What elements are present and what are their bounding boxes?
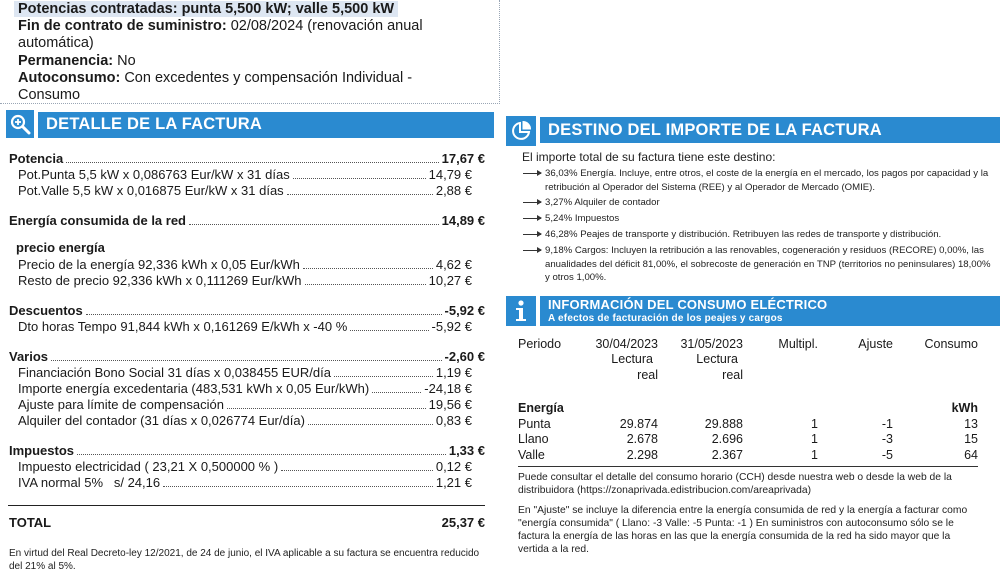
precio-energia-subtitle: precio energía [16, 240, 105, 255]
line-item: Pot.Valle 5,5 kW x 0,016875 Eur/kW x 31 días 2,88 € [18, 183, 472, 198]
impuestos-total-row: Impuestos 1,33 € [9, 443, 485, 458]
potencia-total-row: Potencia 17,67 € [9, 151, 485, 166]
consumo-header [540, 296, 1000, 326]
table-header-row: Periodo 30/04/2023 31/05/2023 Multipl. Ajuste Consumo [518, 336, 978, 351]
autoconsumo-label: Autoconsumo: [18, 69, 121, 86]
table-row: Punta 29.874 29.888 1 -1 13 [518, 416, 978, 431]
consumo-table [518, 336, 978, 463]
line-item: Impuesto electricidad ( 23,21 X 0,500000 % ) 0,12 € [18, 459, 472, 474]
destino-item: 9,18% Cargos: Incluyen la retribución a las renovables, cogeneración y residuos (RECORE) 0,00%, las anualidades del déficit 81,00%, el sobrecoste de generación en TNP (territorios no peninsulares) 18,00% y otros 1,00%. [545, 244, 997, 285]
destino-item: 5,24% Impuestos [545, 212, 997, 226]
consumo-icon-box [506, 296, 536, 326]
energia-row: Energía kWh [518, 401, 978, 416]
contract-info [0, 0, 500, 104]
line-item: Alquiler del contador (31 días x 0,026774 Eur/día) 0,83 € [18, 413, 472, 428]
consumo-title: INFORMACIÓN DEL CONSUMO ELÉCTRICO [548, 297, 828, 312]
destino-icon-box [506, 116, 536, 146]
info-icon [510, 299, 532, 323]
destino-list [545, 167, 997, 285]
pie-chart-icon [510, 120, 532, 142]
total-row [9, 514, 485, 530]
table-row: Llano 2.678 2.696 1 -3 15 [518, 432, 978, 447]
line-item: Dto horas Tempo 91,844 kWh x 0,161269 E/kWh x -40 % -5,92 € [18, 319, 472, 334]
permanencia-label: Permanencia: [18, 52, 114, 69]
line-item: Precio de la energía 92,336 kWh x 0,05 Eur/kWh 4,62 € [18, 257, 472, 272]
destino-item: 3,27% Alquiler de contador [545, 196, 997, 210]
destino-item: 46,28% Peajes de transporte y distribución. Retribuyen las redes de transporte y distribución. [545, 228, 997, 242]
destino-item: 36,03% Energía. Incluye, entre otros, el coste de la energía en el mercado, los pagos por capacidad y la retribución al Operador del Sistema (REE) y al Operador de Mercado (OMIE). [545, 167, 997, 195]
line-item: Pot.Punta 5,5 kW x 0,086763 Eur/kW x 31 días 14,79 € [18, 167, 472, 182]
total-label: TOTAL [9, 515, 52, 530]
descuentos-total-row: Descuentos -5,92 € [9, 303, 485, 318]
table-header-row-2: Lectura Lectura [611, 352, 738, 367]
consumo-separator [518, 466, 978, 467]
line-item: Financiación Bono Social 31 días x 0,038455 EUR/día 1,19 € [18, 365, 472, 380]
detalle-content [9, 150, 485, 490]
consumo-note-1: Puede consultar el detalle del consumo horario (CCH) desde nuestra web o desde la web de la distribuidora (https://zonaprivada.edistribucion.com/areaprivada) [518, 472, 952, 496]
autoconsumo-value: Con excedentes y compensación Individual - [124, 69, 413, 86]
fin-contrato-value-2: automática) [18, 35, 94, 52]
iva-note: En virtud del Real Decreto-ley 12/2021, de 24 de junio, el IVA aplicable a su factura se encuentra reducido del 21% al 5%. [9, 548, 480, 572]
fin-contrato-value: 02/08/2024 (renovación anual [230, 18, 423, 35]
consumo-subtitle: A efectos de facturación de los peajes y cargos [548, 313, 783, 324]
total-value: 25,37 € [441, 515, 485, 530]
energia-total-row: Energía consumida de la red 14,89 € [9, 213, 485, 228]
table-header-row-3: real real [637, 367, 743, 382]
magnifier-plus-icon [9, 113, 31, 135]
autoconsumo-value-2: Consumo [18, 87, 81, 104]
permanencia-value: No [117, 52, 136, 69]
table-row: Valle 2.298 2.367 1 -5 64 [518, 447, 978, 462]
destino-header: DESTINO DEL IMPORTE DE LA FACTURA [540, 117, 1000, 143]
fin-contrato-label: Fin de contrato de suministro: [18, 18, 227, 35]
varios-total-row: Varios -2,60 € [9, 349, 485, 364]
detalle-header: DETALLE DE LA FACTURA [38, 112, 494, 138]
potencias-contratadas: Potencias contratadas: punta 5,500 kW; valle 5,500 kW [14, 1, 398, 17]
total-separator [8, 505, 485, 506]
line-item: Importe energía excedentaria (483,531 kWh x 0,05 Eur/kWh) -24,18 € [18, 381, 472, 396]
line-item: Resto de precio 92,336 kWh x 0,111269 Eur/kWh 10,27 € [18, 273, 472, 288]
detalle-icon-box [6, 110, 34, 138]
consumo-note-2: En "Ajuste" se incluye la diferencia entre la energía consumida de red y la energía a facturar como "energía consumida" ( Llano: -3 Valle: -5 Punta: -1 ) En suministros con autoconsumo sólo se le factura la energía de las horas en las que la energía consumida de la red ha sido mayor que la vertida a la red. [518, 505, 968, 555]
line-item: IVA normal 5% s/ 24,16 1,21 € [18, 475, 472, 490]
line-item: Ajuste para límite de compensación 19,56 € [18, 397, 472, 412]
destino-intro: El importe total de su factura tiene este destino: [522, 150, 776, 164]
